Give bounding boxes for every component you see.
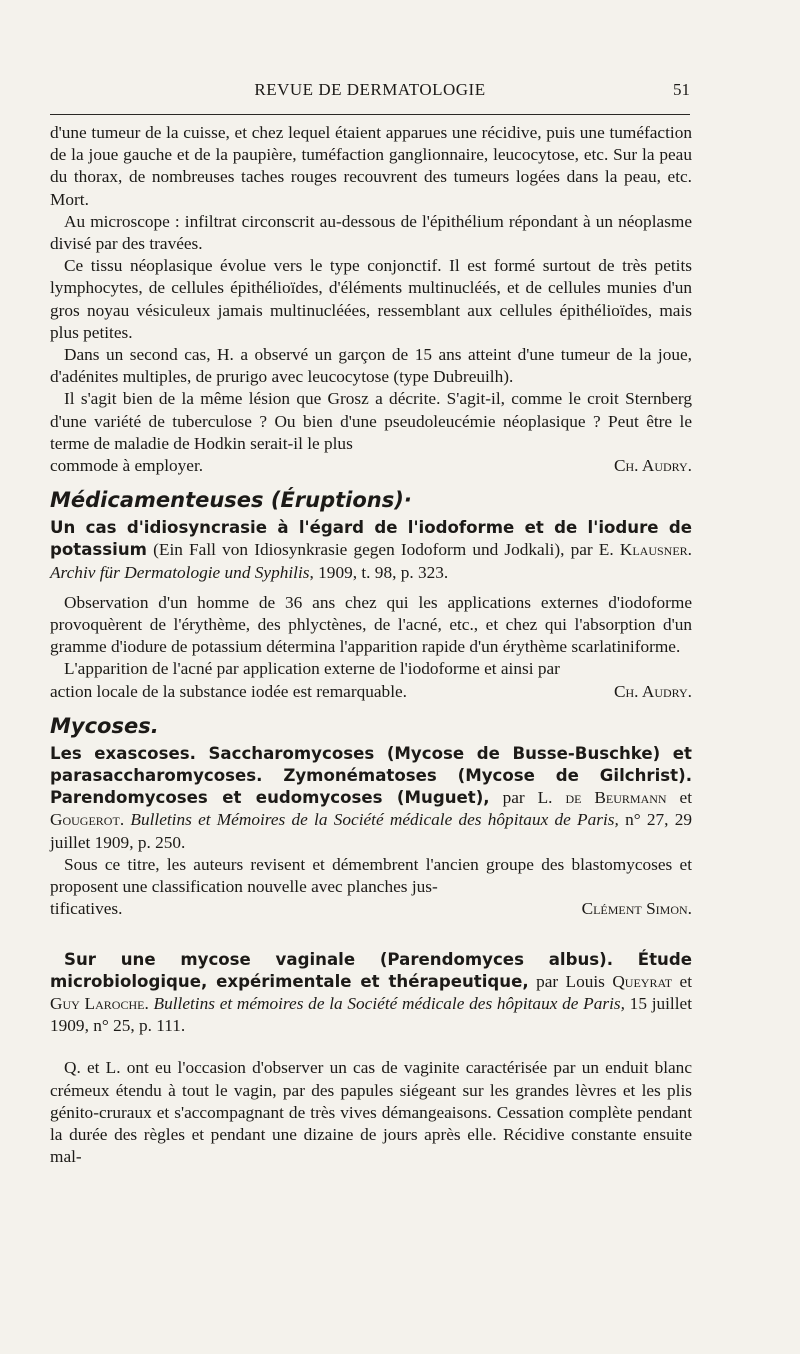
citation-text: par L. [489,788,566,808]
citation-text: 15 juillet 1909, n° 25, p. 111. [50,993,693,1036]
author-name: Queyrat [612,971,673,991]
running-title: REVUE DE DERMATOLOGIE [254,80,486,99]
paragraph-end-with-signature [50,898,692,920]
journal-name: Bulletins et Mémoires de la Société médicale des hôpitaux de Paris, [130,810,619,830]
paragraph: Au microscope : infiltrat circonscrit au-dessous de l'épithélium répondant à un néoplasme divisé par des travées. [50,211,692,254]
article-title: Sur une mycose vaginale (Parendomyces albus). Étude microbiologique, expérimentale et thérapeutique, [50,949,692,991]
signature: Ch. Audry. [613,456,692,476]
paragraph-last-line: tificatives. [50,899,123,919]
spacer [50,1037,692,1057]
section-heading: Médicamenteuses (Éruptions)· [50,488,412,513]
paragraph: Sous ce titre, les auteurs revisent et démembrent l'ancien groupe des blastomycoses et proposent une classification nouvelle avec planches jus- [50,854,692,897]
journal-name: Archiv für Dermatologie und Syphilis [50,562,310,582]
citation-text: et [672,971,693,991]
paragraph: Ce tissu néoplasique évolue vers le type conjonctif. Il est formé surtout de très petits lymphocytes, de cellules épithélioïdes, d'éléments multinucléés, et de cellules munies d'un gros noyau vésiculeux jamais multinucléées, ressemblant aux cellules épithélioïdes, mais plus petites. [50,256,692,342]
paragraph: Dans un second cas, H. a observé un garçon de 15 ans atteint d'une tumeur de la joue, d'adénites multiples, de prurigo avec leucocytose (type Dubreuilh). [50,345,692,387]
page-body [50,122,692,1168]
citation-text: . [687,540,692,560]
author-name: de Beurmann [565,788,667,808]
article-heading [50,517,692,584]
section-heading: Mycoses. [50,713,159,738]
citation-text: (Ein Fall von Idiosynkrasie gegen Iodoform und Jodkali), par E. [146,540,620,560]
author-name: Gougerot [50,810,120,830]
spacer [50,584,692,592]
journal-name: Bulletins et mémoires de la Société médicale des hôpitaux de Paris, [153,993,625,1013]
article-title: Les exascoses. Saccharomycoses (Mycose de Busse-Buschke) et parasaccharomycoses. Zymonématoses (Mycose de Gilchrist). Parendomycoses et eudomycoses (Muguet), [50,743,692,808]
header-rule [50,114,690,115]
paragraph: Q. et L. ont eu l'occasion d'observer un cas de vaginite caractérisée par un enduit blanc crémeux étendu à tout le vagin, par des papules siégeant sur les grandes lèvres et les plis génito-cruraux et s'accompagnant de très vives démangeaisons. Cessation complète pendant la durée des règles et pendant une dizaine de jours après elle. Récidive constante ensuite mal- [50,1058,692,1167]
spacer [50,921,692,949]
paragraph: Il s'agit bien de la même lésion que Grosz a décrite. S'agit-il, comme le croit Sternberg d'une variété de tuberculose ? Ou bien d'une pseudoleucémie néoplasique ? Peut être le terme de maladie de Hodkin serait-il le plus [50,389,692,453]
paragraph-end-with-signature [50,455,692,477]
paragraph: L'apparition de l'acné par application externe de l'iodoforme et ainsi par [64,659,560,679]
author-name: Guy Laroche [50,993,145,1013]
paragraph-last-line: commode à employer. [50,456,204,476]
author-name: Klausner [619,540,688,560]
signature: Clément Simon. [581,899,692,919]
citation-text: n° 27, 29 juillet 1909, p. 250. [50,810,692,852]
citation-text: par Louis [528,971,613,991]
paragraph-end-with-signature [50,681,692,703]
paragraph: d'une tumeur de la cuisse, et chez lequel étaient apparues une récidive, puis une tuméfaction de la joue gauche et de la paupière, tuméfaction ganglionnaire, leucocytose, etc. Sur la peau du thorax, de nombreuses taches rouges recouvrent des tumeurs logées dans la peau, etc. Mort. [50,123,692,209]
article-title: Un cas d'idiosyncrasie à l'égard de l'iodoforme et de l'iodure de potassium [50,518,692,560]
citation-text: et [666,788,693,808]
signature: Ch. Audry. [613,681,692,701]
article-heading [50,949,692,1038]
citation-text: . [119,810,131,830]
citation-text: . [144,993,154,1013]
page-header [50,80,690,104]
citation-text: , 1909, t. 98, p. 323. [309,562,449,582]
page-number: 51 [673,80,690,99]
article-heading [50,743,692,854]
paragraph: Observation d'un homme de 36 ans chez qui les applications externes d'iodoforme provoquèrent de l'érythème, des phlyctènes, de l'acné, etc., et chez qui l'absorption d'un gramme d'iodure de potassium détermina l'apparition rapide d'un érythème scarlatiniforme. [50,592,692,657]
paragraph-last-line: action locale de la substance iodée est remarquable. [50,681,407,701]
